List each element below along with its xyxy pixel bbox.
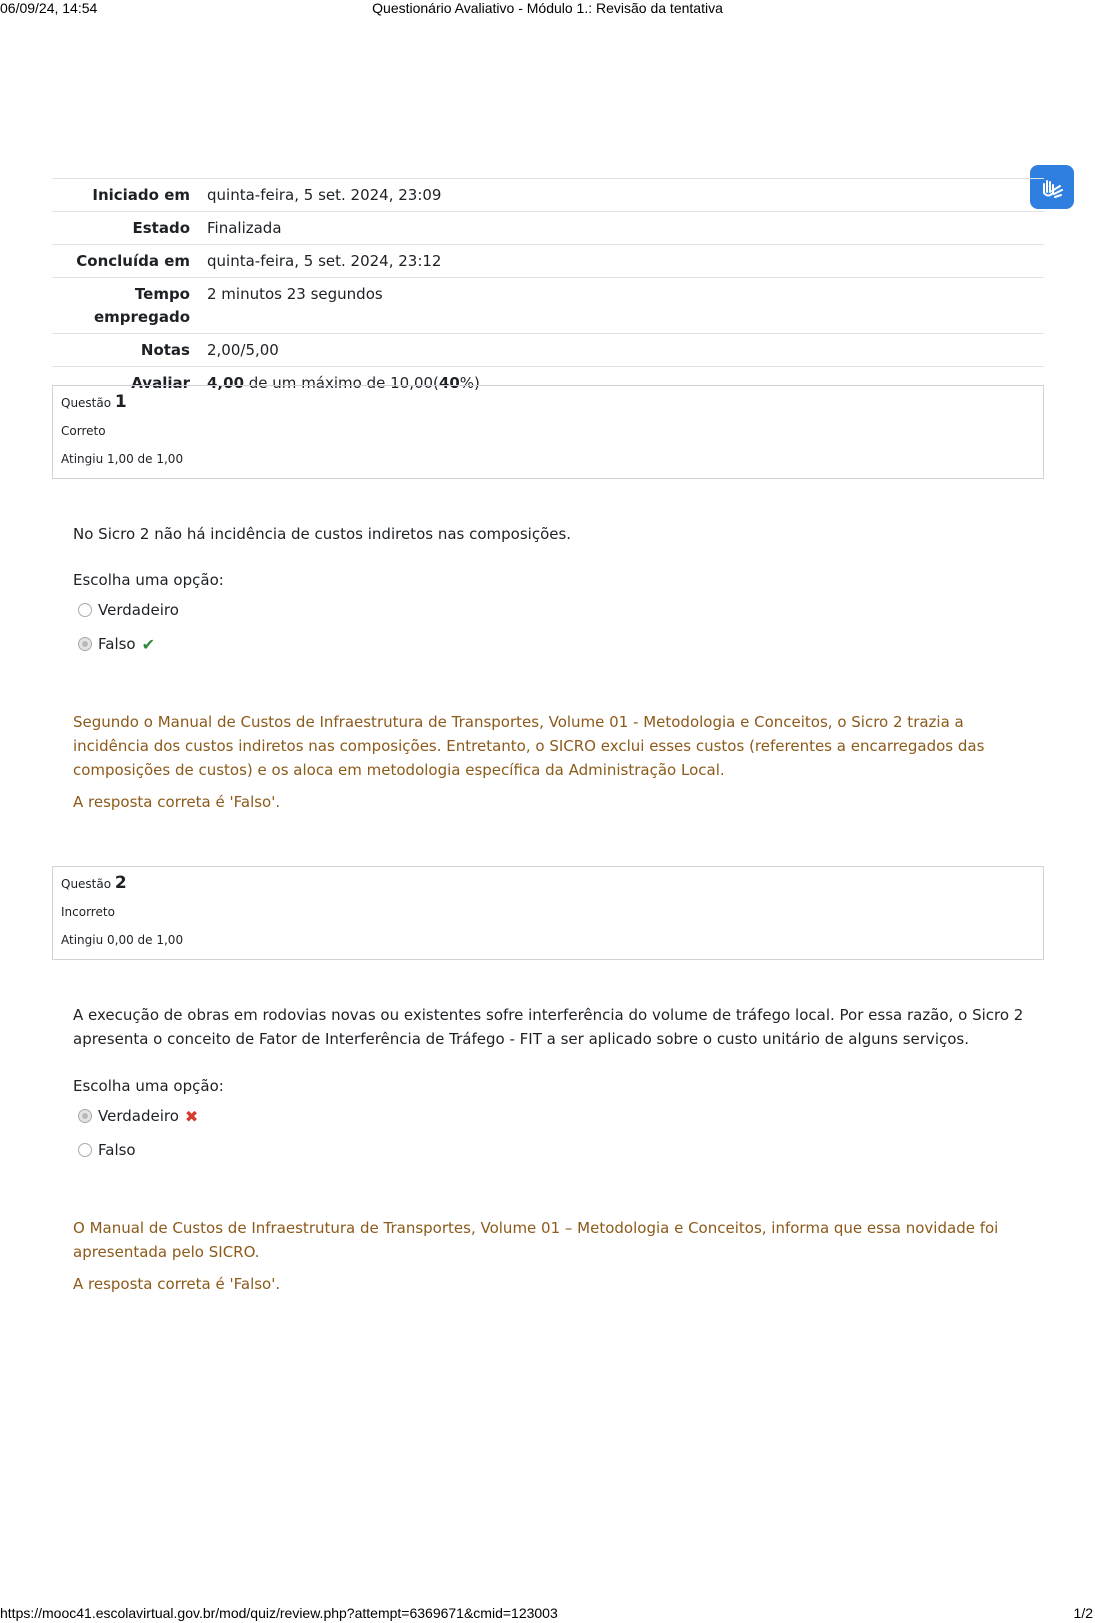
- answer-option-false-2[interactable]: [78, 1139, 136, 1161]
- radio-button[interactable]: [78, 1109, 92, 1123]
- summary-label: Iniciado em: [52, 179, 207, 212]
- summary-label: Concluída em: [52, 245, 207, 278]
- question-info-1: [52, 385, 1044, 479]
- answer-option-true-1[interactable]: [78, 599, 179, 621]
- radio-button[interactable]: [78, 637, 92, 651]
- question-number: Questão 1: [61, 392, 127, 412]
- print-page-number: 1/2: [1073, 1605, 1093, 1621]
- right-answer-2: A resposta correta é 'Falso'.: [73, 1275, 281, 1293]
- answer-prompt-2: Escolha uma opção:: [73, 1077, 224, 1095]
- summary-row-marks: [52, 334, 1044, 367]
- summary-label: Estado: [52, 212, 207, 245]
- print-header: [0, 0, 1095, 20]
- grade-middle: de um máximo de 10,00(: [244, 374, 439, 392]
- grade-percent: 40: [438, 374, 460, 392]
- summary-value: quinta-feira, 5 set. 2024, 23:12: [207, 245, 1044, 278]
- option-label: Falso: [98, 1141, 136, 1159]
- question-info-2: [52, 866, 1044, 960]
- summary-value: 2,00/5,00: [207, 334, 1044, 367]
- radio-button[interactable]: [78, 1143, 92, 1157]
- summary-value: 2 minutos 23 segundos: [207, 278, 1044, 334]
- option-label: Verdadeiro: [98, 1107, 179, 1125]
- question-mark: Atingiu 0,00 de 1,00: [61, 933, 184, 947]
- check-icon: ✔: [141, 634, 156, 654]
- question-text-1: No Sicro 2 não há incidência de custos indiretos nas composições.: [73, 525, 572, 543]
- summary-row-time-taken: [52, 278, 1044, 334]
- answer-prompt-1: Escolha uma opção:: [73, 571, 224, 589]
- question-state: Incorreto: [61, 905, 115, 919]
- summary-row-started: [52, 179, 1044, 212]
- attempt-summary-table: [52, 178, 1044, 399]
- option-label: Falso: [98, 635, 136, 653]
- cross-icon: ✖: [184, 1106, 199, 1126]
- question-text-2: A execução de obras em rodovias novas ou existentes sofre interferência do volume de tráfego local. Por essa razão, o Sicro 2 apresenta o conceito de Fator de Interferência de Tráfego - FIT a ser aplicado sobre o custo unitário de alguns serviços.: [73, 1006, 1024, 1048]
- summary-label: Tempo empregado: [52, 278, 207, 334]
- general-feedback-2: O Manual de Custos de Infraestrutura de Transportes, Volume 01 – Metodologia e Conceitos, informa que essa novidade foi apresentada pelo SICRO.: [73, 1219, 999, 1261]
- general-feedback-1: Segundo o Manual de Custos de Infraestrutura de Transportes, Volume 01 - Metodologia e Conceitos, o Sicro 2 trazia a incidência dos custos indiretos nas composições. Entretanto, o SICRO exclui esses custos (referentes a encarregados das composições de custos) e os aloca em metodologia específica da Administração Local.: [73, 713, 985, 779]
- option-label: Verdadeiro: [98, 601, 179, 619]
- print-footer: [0, 1603, 1095, 1623]
- grade-score: 4,00: [207, 374, 245, 392]
- summary-value: Finalizada: [207, 212, 1044, 245]
- summary-value: quinta-feira, 5 set. 2024, 23:09: [207, 179, 1044, 212]
- question-number: Questão 2: [61, 873, 127, 893]
- summary-label: Avaliar: [52, 367, 207, 400]
- question-state: Correto: [61, 424, 106, 438]
- summary-row-completed: [52, 245, 1044, 278]
- grade-suffix: %): [459, 374, 480, 392]
- print-url: https://mooc41.escolavirtual.gov.br/mod/quiz/review.php?attempt=6369671&cmid=123003: [0, 1605, 558, 1621]
- print-title: Questionário Avaliativo - Módulo 1.: Revisão da tentativa: [372, 0, 723, 16]
- radio-button[interactable]: [78, 603, 92, 617]
- question-mark: Atingiu 1,00 de 1,00: [61, 452, 184, 466]
- right-answer-1: A resposta correta é 'Falso'.: [73, 793, 281, 811]
- answer-option-false-1[interactable]: [78, 633, 155, 655]
- answer-option-true-2[interactable]: [78, 1105, 198, 1127]
- print-datetime: 06/09/24, 14:54: [0, 0, 98, 16]
- summary-row-state: [52, 212, 1044, 245]
- summary-label: Notas: [52, 334, 207, 367]
